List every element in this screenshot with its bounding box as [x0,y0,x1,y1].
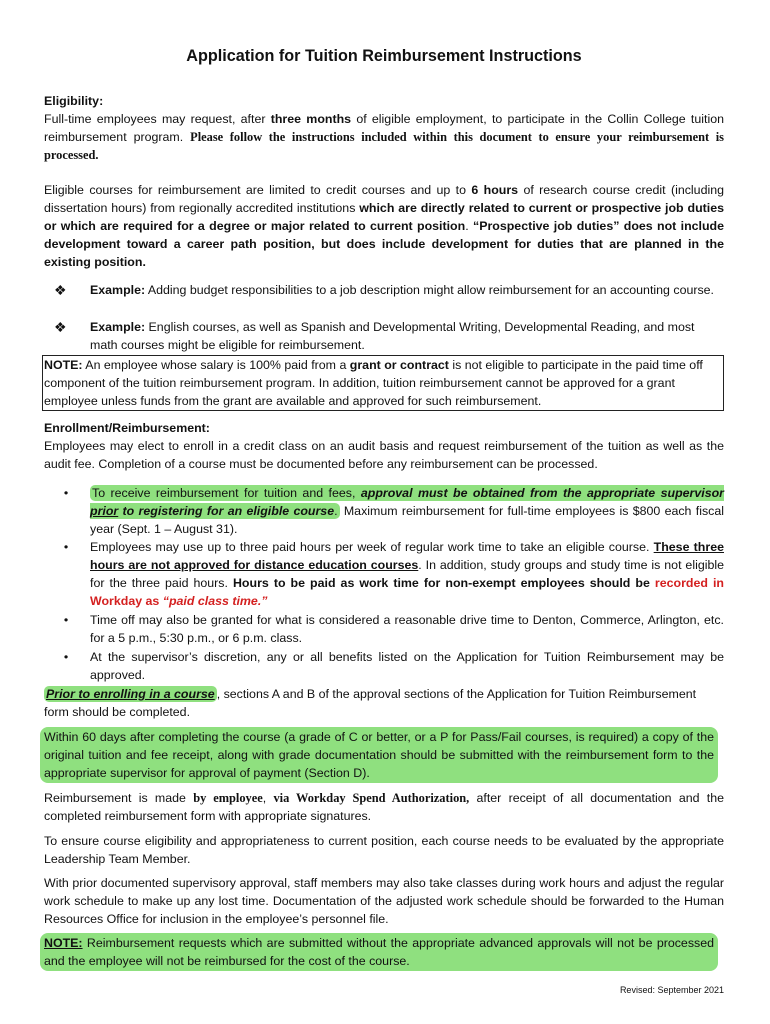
enrollment-bullet: • Time off may also be granted for what is considered a reasonable drive time to Denton, Commerce, Arlington, etc. for a 5 p.m., 5:30 p.m., or 6 p.m. class. [90,611,724,647]
within-60-days-paragraph: Within 60 days after completing the course (a grade of C or better, or a P for Pass/Fail courses, is required) a copy of the original tuition and fee receipt, along with grade documentation should be submitted with the reimbursement form to the appropriate supervisor for approval of payment (Section D). [40,727,718,783]
enrollment-intro: Employees may elect to enroll in a credit class on an audit basis and request reimbursement of the tuition as well as the audit fee. Completion of a course must be documented before any reimbursement can be processed. [44,439,724,471]
revision-footer: Revised: September 2021 [619,985,724,995]
enrollment-bullet: • To receive reimbursement for tuition and fees, approval must be obtained from the appropriate supervisor prior to registering for an eligible course. Maximum reimbursement for full-time employees is $800 each fiscal year (Sept. 1 – August 31). [90,484,724,538]
diamond-bullet-icon: ❖ [54,319,67,335]
bullet-icon: • [63,486,69,500]
prior-enrolling-paragraph: Prior to enrolling in a course , sections A and B of the approval sections of the Application for Tuition Reimbursement form should be completed. [44,687,697,719]
evaluation-paragraph: To ensure course eligibility and appropriateness to current position, each course needs to be evaluated by the appropriate Leadership Team Member. [44,834,724,866]
bullet-icon: • [63,650,69,664]
bullet-icon: • [63,540,69,554]
example-item: ❖ Example: Adding budget responsibilities to a job description might allow reimbursement for an accounting course. [54,282,715,298]
eligibility-heading: Eligibility: [44,94,104,108]
diamond-bullet-icon: ❖ [54,282,67,298]
eligibility-paragraph-1: Full-time employees may request, after three months of eligible employment, to participate in the Collin College tuition reimbursement program. Please follow the instructions included within this document to ensure your reimbursement is processed. [44,112,724,162]
enrollment-heading: Enrollment/Reimbursement: [44,421,210,435]
enrollment-bullet: • At the supervisor’s discretion, any or all benefits listed on the Application for Tuition Reimbursement may be approved. [90,648,724,684]
final-note-paragraph: NOTE: Reimbursement requests which are submitted without the appropriate advanced approvals will not be processed and the employee will not be reimbursed for the cost of the course. [40,933,718,971]
eligibility-paragraph-2: Eligible courses for reimbursement are limited to credit courses and up to 6 hours of research course credit (including dissertation hours) from regionally accredited institutions which are directly related to current or prospective job duties or which are required for a degree or major related to current position. “Prospective job duties” does not include development toward a career path position, but does include development for duties that are planned in the existing position. [44,183,724,269]
highlighted-text: To receive reimbursement for tuition and fees, approval must be obtained from the appropriate supervisor prior to registering for an eligible course. [90,486,724,518]
highlighted-text: Prior to enrolling in a course [46,687,215,701]
work-schedule-paragraph: With prior documented supervisory approval, staff members may also take classes during work hours and adjust the regular work schedule to make up any lost time. Documentation of the adjusted work schedule should be forwarded to the Human Resources Office for inclusion in the employee’s personnel file. [44,876,724,926]
reimbursement-paragraph: Reimbursement is made by employee, via Workday Spend Authorization, after receipt of all documentation and the completed reimbursement form with appropriate signatures. [44,791,724,823]
grant-note-box: NOTE: An employee whose salary is 100% paid from a grant or contract is not eligible to participate in the paid time off component of the tuition reimbursement program. In addition, tuition reimbursement cannot be approved for a grant employee unless funds from the grant are available and approved for such reimbursement. [42,355,724,411]
page-title: Application for Tuition Reimbursement Instructions [186,47,582,65]
enrollment-bullet: • Employees may use up to three paid hours per week of regular work time to take an eligible course. These three hours are not approved for distance education courses. In addition, study groups and study time is not eligible for the three paid hours. Hours to be paid as work time for non-exempt employees should be recorded in Workday as “paid class time.” [90,538,724,610]
bullet-icon: • [63,613,69,627]
example-item: ❖ Example: English courses, as well as Spanish and Developmental Writing, Developmental Reading, and most math courses might be eligible for reimbursement. [54,319,695,352]
